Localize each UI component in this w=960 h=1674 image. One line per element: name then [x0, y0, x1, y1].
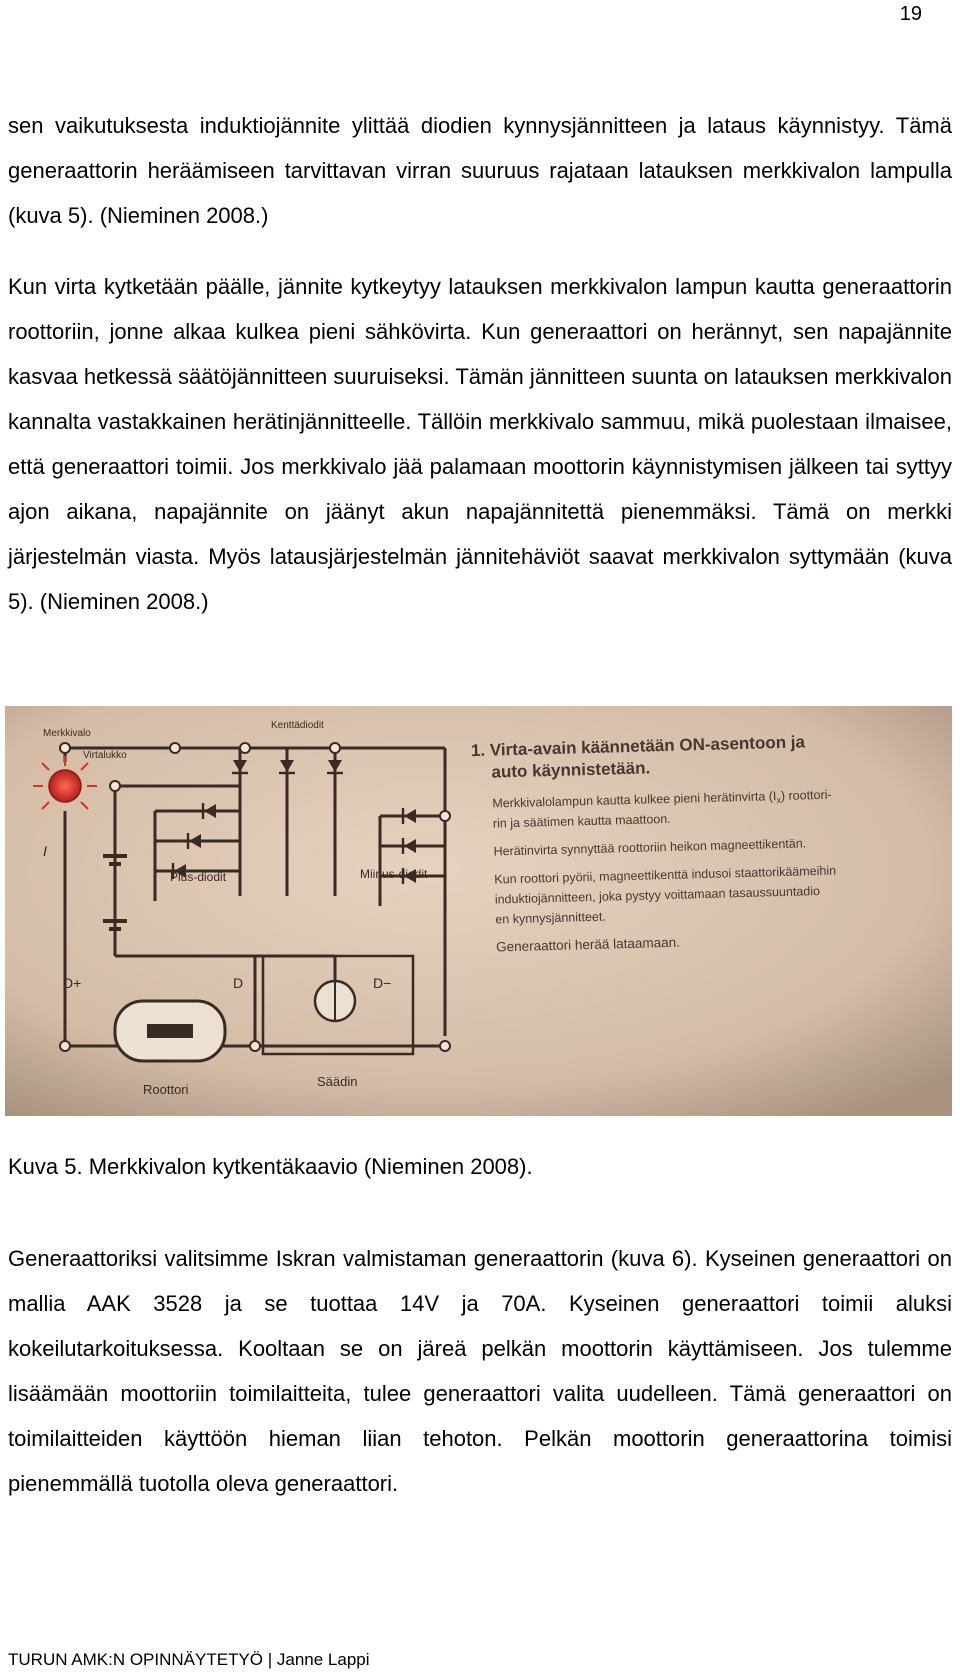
steps-heading-line1: 1. Virta-avain käännetään ON-asentoon ja — [470, 732, 806, 761]
page-footer: TURUN AMK:N OPINNÄYTETYÖ | Janne Lappi — [8, 1650, 370, 1669]
steps-line-5: induktiojännitteen, joka pystyy voittamaan tasaussuuntadio — [494, 884, 821, 907]
label-d-minus: D− — [373, 975, 392, 991]
label-saadin: Säädin — [317, 1074, 358, 1089]
label-kenttadiodit: Kenttädiodit — [271, 720, 324, 731]
label-merkkivalo: Merkkivalo — [43, 728, 91, 739]
figure-caption: Kuva 5. Merkkivalon kytkentäkaavio (Nieminen 2008). — [8, 1154, 533, 1179]
rotor-symbol — [115, 1001, 225, 1061]
steps-line-4: Kun roottori pyörii, magneettikenttä indusoi staattorikäämeihin — [494, 863, 837, 887]
paragraph-intro: sen vaikutuksesta induktiojännite ylittää diodien kynnysjännitteen ja lataus käynnistyy. Tämä generaattorin heräämiseen tarvittavan virran suuruus rajataan latauksen merkkivalon lampulla (kuva 5). (Nieminen 2008.) — [8, 113, 952, 228]
steps-heading-line2: auto käynnistetään. — [491, 758, 651, 782]
label-d-f: D — [233, 975, 244, 991]
wiring-diagram-photo — [5, 706, 952, 1116]
label-plus-diodit: Plus-diodit — [170, 870, 227, 884]
steps-line-2: rin ja säätimen kautta maattoon. — [492, 811, 671, 831]
paragraph-switch-on: Kun virta kytketään päälle, jännite kytkeytyy latauksen merkkivalon lampun kautta generaattorin roottoriin, jonne alkaa kulkea pieni sähkövirta. Kun generaattori on herännyt, sen napajännite kasvaa hetkessä säätöjännitteen suuruiseksi. Tämän jännitteen suunta on latauksen merkkivalon kannalta vastakkainen herätinjännitteelle. Tällöin merkkivalo sammuu, mikä puolestaan ilmaisee, että generaattori toimii. Jos merkkivalo jää palamaan moottorin käynnistymisen jälkeen tai syttyy ajon aikana, napajännite on jäänyt akun napajännitettä pienemmäksi. Tämä on merkki järjestelmän viasta. Myös latausjärjestelmän jännitehäviöt saavat merkkivalon syttymään (kuva 5). (Nieminen 2008.) — [8, 274, 952, 614]
steps-line-3: Herätinvirta synnyttää roottoriin heikon magneettikentän. — [493, 836, 807, 859]
label-virtalukko: Virtalukko — [83, 750, 127, 761]
steps-line-7: Generaattori herää lataamaan. — [495, 934, 681, 955]
page-number: 19 — [899, 3, 922, 25]
label-current-symbol: I — [43, 843, 47, 859]
label-roottori: Roottori — [143, 1082, 189, 1097]
steps-line-1: Merkkivalolampun kautta kulkee pieni herätinvirta $(I_x)$ roottori- — [492, 787, 832, 811]
paragraph-generator-choice: Generaattoriksi valitsimme Iskran valmistaman generaattorin (kuva 6). Kyseinen generaattori on mallia AAK 3528 ja se tuottaa 14V ja 70A. Kyseinen generaattori toimii aluksi kokeilutarkoituksessa. Kooltaan se on järeä pelkän moottorin käyttämiseen. Jos tulemme lisäämään moottoriin toimilaitteita, tulee generaattori valita uudelleen. Tämä generaattori on toimilaitteiden käyttöön hieman liian tehoton. Pelkän moottorin generaattorina toimisi pienemmällä tuotolla oleva generaattori. — [8, 1246, 952, 1496]
label-d-plus: D+ — [63, 975, 82, 991]
steps-line-6: en kynnysjännitteet. — [495, 909, 607, 927]
label-miinus-diodit: Miinus-diodit — [360, 867, 428, 881]
